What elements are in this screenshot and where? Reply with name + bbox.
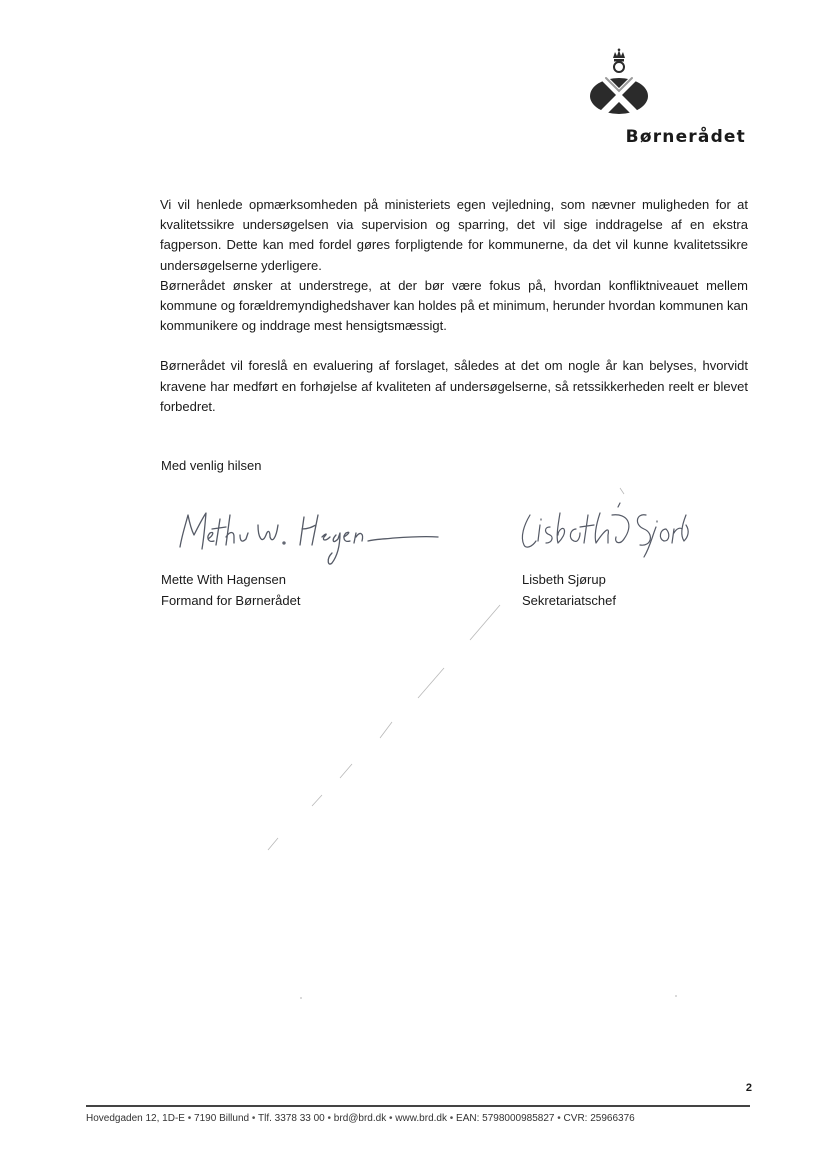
footer-separator: • — [388, 1113, 393, 1124]
footer-contact-line — [86, 1113, 750, 1124]
signature-lisbeth-image — [516, 485, 691, 570]
closing-greeting: Med venlig hilsen — [161, 458, 262, 473]
footer-separator: • — [557, 1113, 561, 1124]
footer-address: Hovedgaden 12, 1D-E — [86, 1113, 185, 1124]
signatory-name: Lisbeth Sjørup — [522, 572, 606, 587]
signatory-title: Formand for Børnerådet — [161, 592, 301, 608]
footer-separator: • — [251, 1113, 256, 1124]
paragraph-evaluation: Børnerådet vil foreslå en evaluering af forslaget, således at det om nogle år kan belyses, hvorvidt kravene har medført en forhøjelse af kvaliteten af undersøgelserne, så retssikkerheden reelt er blevet forbedret. — [160, 358, 748, 414]
footer-website: www.brd.dk — [395, 1113, 447, 1124]
footer-divider — [86, 1105, 750, 1107]
borneradet-logo-icon — [588, 48, 650, 120]
signatory-block-chair — [161, 570, 300, 611]
signatory-name: Mette With Hagensen — [161, 572, 287, 587]
footer-separator: • — [449, 1113, 454, 1124]
paragraph-supervision: Vi vil henlede opmærksomheden på ministeriets egen vejledning, som nævner muligheden for at kvalitetssikre undersøgelsen via supervision og sparring, det vil sige inddragelse af en ekstra fagperson. Dette kan med fordel gøres forpligtende for kommunerne, da det vil kunne kvalitetssikre undersøgelserne yderligere. — [160, 197, 748, 273]
footer-cvr: CVR: 25966376 — [563, 1113, 635, 1124]
footer-city: 7190 Billund — [194, 1113, 250, 1124]
footer-ean: EAN: 5798000985827 — [456, 1113, 555, 1124]
footer-email: brd@brd.dk — [333, 1113, 387, 1124]
footer-phone: Tlf. 3378 33 00 — [258, 1113, 325, 1124]
organization-name: Børnerådet — [625, 127, 746, 147]
page-number: 2 — [745, 1082, 752, 1094]
signatory-block-secretariat — [522, 570, 616, 611]
signature-mette-image — [172, 505, 442, 570]
signatory-title: Sekretariatschef — [522, 592, 616, 608]
paragraph-conflict-level: Børnerådet ønsker at understrege, at der bør være fokus på, hvordan konfliktniveauet mellem kommune og forældremyndighedshaver kan holdes på et minimum, herunder hvordan kommunen kan kommunikere og inddrage mest hensigtsmæssigt. — [160, 277, 748, 334]
footer-separator: • — [187, 1113, 192, 1124]
letter-body — [160, 195, 748, 417]
footer-separator: • — [327, 1113, 332, 1124]
